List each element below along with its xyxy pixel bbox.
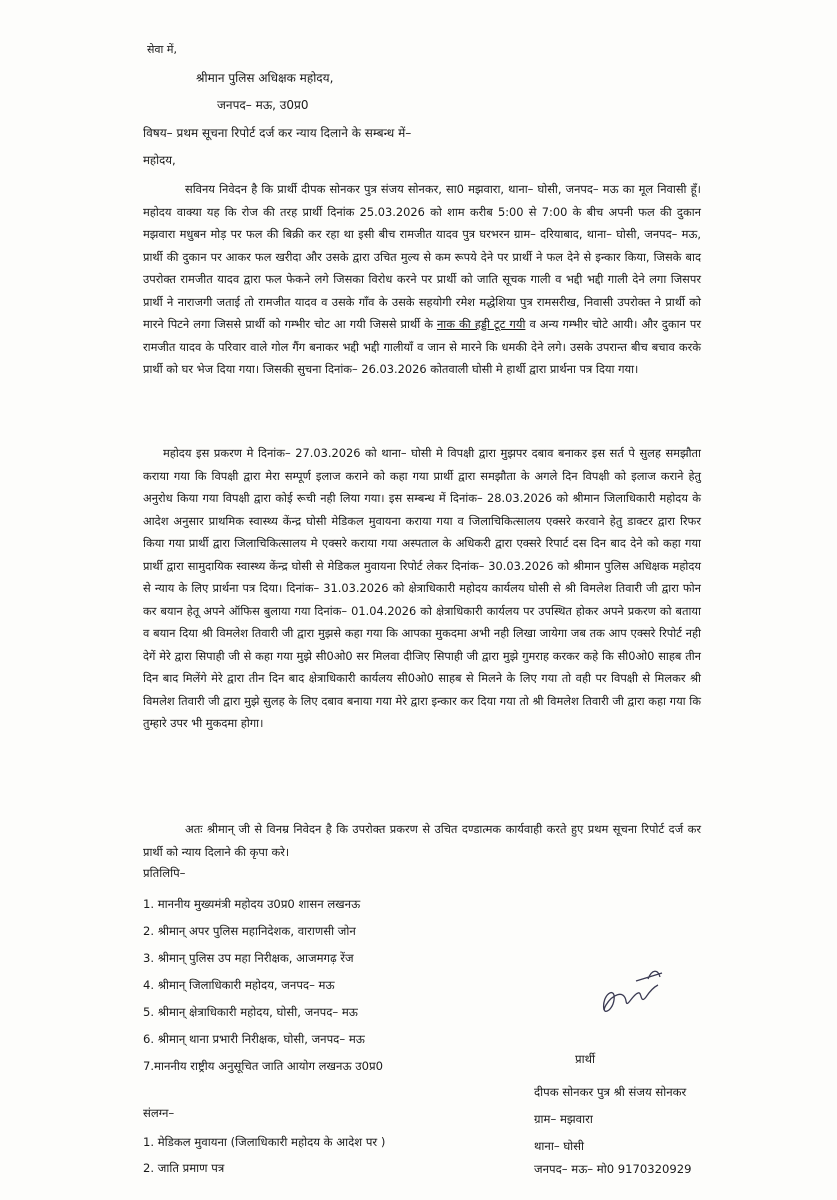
paragraph-1-underlined: नाक की हड्डी टूट गयी: [436, 317, 526, 331]
applicant-district-mobile: जनपद– मऊ– मो0 9170320929: [534, 1162, 692, 1176]
copies-heading: प्रतिलिपि–: [143, 866, 186, 880]
applicant-village: ग्राम– मझवारा: [534, 1112, 593, 1126]
signature: [596, 965, 676, 1025]
applicant-label: प्रार्थी: [575, 1052, 596, 1066]
enclosures-heading: संलग्न–: [143, 1106, 175, 1120]
applicant-name: दीपक सोनकर पुत्र श्री संजय सोनकर: [534, 1085, 687, 1099]
paragraph-1-a: सविनय निवेदन है कि प्रार्थी दीपक सोनकर पुत्र संजय सोनकर, सा0 मझवारा, थाना– घोसी, जनपद– मऊ का मूल निवासी हूँ। महोदय वाक्या यह कि रोज की तरह प्रार्थी दिनांक 25.03.2026 को शाम करीब 5:00 से 7:00 के बीच अपनी फल की दुकान मझवारा मधुबन मोड़ पर फल की बिक्री कर रहा था इसी बीच रामजीत यादव पुत्र घरभरन ग्राम– दरियाबाद, थाना– घोसी, जनपद– मऊ, प्रार्थी की दुकान पर आकर फल खरीदा और उसके द्वारा उचित मुल्य से कम रूपये देने पर प्रार्थी ने फल देने से इन्कार किया, जिसके बाद उपरोक्त रामजीत यादव द्वारा फल फेकने लगे जिसका विरोध करने पर प्रार्थी को जाति सूचक गाली व भद्दी भद्दी गाली देने लगा जिसपर प्रार्थी ने नाराजगी जताई तो रामजीत यादव व उसके गाँव के उसके सहयोगी रमेश मद्धेशिया पुत्र रामसरीख, निवासी उपरोक्त ने प्रार्थी को मारने पिटने लगा जिससे प्रार्थी को गम्भीर चोट आ गयी जिससे प्रार्थी के: [143, 182, 701, 331]
copy-item: 6. श्रीमान् थाना प्रभारी निरीक्षक, घोसी, जनपद– मऊ: [143, 1032, 365, 1046]
copy-item: 2. श्रीमान् अपर पुलिस महानिदेशक, वाराणसी जोन: [143, 924, 356, 938]
copy-item: 4. श्रीमान् जिलाधिकारी महोदय, जनपद– मऊ: [143, 978, 335, 992]
copy-item: 1. माननीय मुख्यमंत्री महोदय उ0प्र0 शासन लखनऊ: [143, 897, 361, 911]
addressee: श्रीमान पुलिस अधिक्षक महोदय,: [196, 71, 334, 85]
paragraph-1: [143, 178, 701, 381]
district: जनपद– मऊ, उ0प्र0: [217, 98, 309, 112]
copy-item: 7.माननीय राष्ट्रीय अनुसूचित जाति आयोग लखनऊ उ0प्र0: [143, 1059, 383, 1073]
copy-item: 5. श्रीमान् क्षेत्राधिकारी महोदय, घोसी, जनपद– मऊ: [143, 1005, 358, 1019]
applicant-station: थाना– घोसी: [534, 1139, 585, 1153]
subject-line: विषय– प्रथम सूचना रिपोर्ट दर्ज कर न्याय दिलाने के सम्बन्ध में–: [143, 126, 412, 140]
salutation: महोदय,: [143, 153, 176, 167]
paragraph-2: महोदय इस प्रकरण मे दिनांक– 27.03.2026 को थाना– घोसी मे विपक्षी द्वारा मुझपर दबाव बनाकर इस सर्त पे सुलह समझौता कराया गया कि विपक्षी द्वारा मेरा सम्पूर्ण इलाज कराने को कहा गया प्रार्थी द्वारा समझौता के अगले दिन विपक्षी को इलाज कराने हेतु अनुरोध किया गया विपक्षी द्वारा कोई रूची नही लिया गया। इस सम्बन्ध में दिनांक– 28.03.2026 को श्रीमान जिलाधिकारी महोदय के आदेश अनुसार प्राथमिक स्वास्थ्य केंन्द्र घोसी मेडिकल मुवायना कराया गया व जिलाचिकित्सालय एक्सरे करवाने हेतु डाक्टर द्वारा रिफर किया गया प्रार्थी द्वारा जिलाचिकित्सालय मे एक्सरे कराया गया अस्पताल के अधिकरी द्वारा एक्सरे रिपार्ट दस दिन बाद देने को कहा गया प्रार्थी द्वारा सामुदायिक स्वास्थ्य केंन्द्र घोसी से मेडिकल मुवायना रिपोर्ट लेकर दिनांक– 30.03.2026 को श्रीमान पुलिस अधिक्षक महोदय से न्याय के लिए प्रार्थना पत्र दिया। दिनांक– 31.03.2026 को क्षेत्राधिकारी महोदय कार्यलय घोसी से श्री विमलेश तिवारी जी द्वारा फोन कर बयान हेतू अपने ऑफिस बुलाया गया दिनांक– 01.04.2026 को क्षेत्राधिकारी कार्यलय पर उपस्थित होकर अपने प्रकरण को बताया व बयान दिया श्री विमलेश तिवारी जी द्वारा मुझसे कहा गया कि आपका मुकदमा अभी नही लिखा जायेगा जब तक आप एक्सरे रिपोर्ट नही देगें मेरे द्वारा सिपाही जी से कहा गया मुझे सी0ओ0 सर मिलवा दीजिए सिपाही जी द्वारा मुझे गुमराह करकर कहे कि सी0ओ0 साहब तीन दिन बाद मिलेंगे मेरे द्वारा तीन दिन बाद क्षेत्राधिकारी कार्यलय सी0ओ0 साहब से मिलने के लिए गया तो वही पर विपक्षी से मिलकर श्री विमलेश तिवारी जी द्वारा मुझे सुलह के लिए दबाव बनाया गया मेरे द्वारा इन्कार कर दिया गया तो श्री विमलेश तिवारी जी द्वारा कहा गया कि तुम्हारे उपर भी मुकदमा होगा।: [143, 446, 701, 730]
enclosure-item: 1. मेडिकल मुवायना (जिलाधिकारी महोदय के आदेश पर ): [143, 1135, 386, 1149]
copy-item: 3. श्रीमान् पुलिस उप महा निरीक्षक, आजमगढ़ रेंज: [143, 951, 354, 965]
paragraph-1-b: व अन्य गम्भीर चोटे आयी। और दुकान पर रामजीत यादव के परिवार वाले गोल गैंग बनाकर भद्दी भद्दी गालीयाँ व जान से मारने कि धमकी देने लगे। उसके उपरान्त बीच बचाव करके प्रार्थी को घर भेज दिया गया। जिसकी सुचना दिनांक– 26.03.2026 कोतवाली घोसी मे हार्थी द्वारा प्रार्थना पत्र दिया गया।: [143, 317, 701, 376]
enclosure-item: 2. जाति प्रमाण पत्र: [143, 1161, 225, 1175]
salutation-to: सेवा में,: [147, 43, 177, 56]
paragraph-3: अतः श्रीमान् जी से विनम्र निवेदन है कि उपरोक्त प्रकरण से उचित दण्डात्मक कार्यवाही करते हुए प्रथम सूचना रिपोर्ट दर्ज कर प्रार्थी को न्याय दिलाने की कृपा करे।: [143, 822, 701, 859]
